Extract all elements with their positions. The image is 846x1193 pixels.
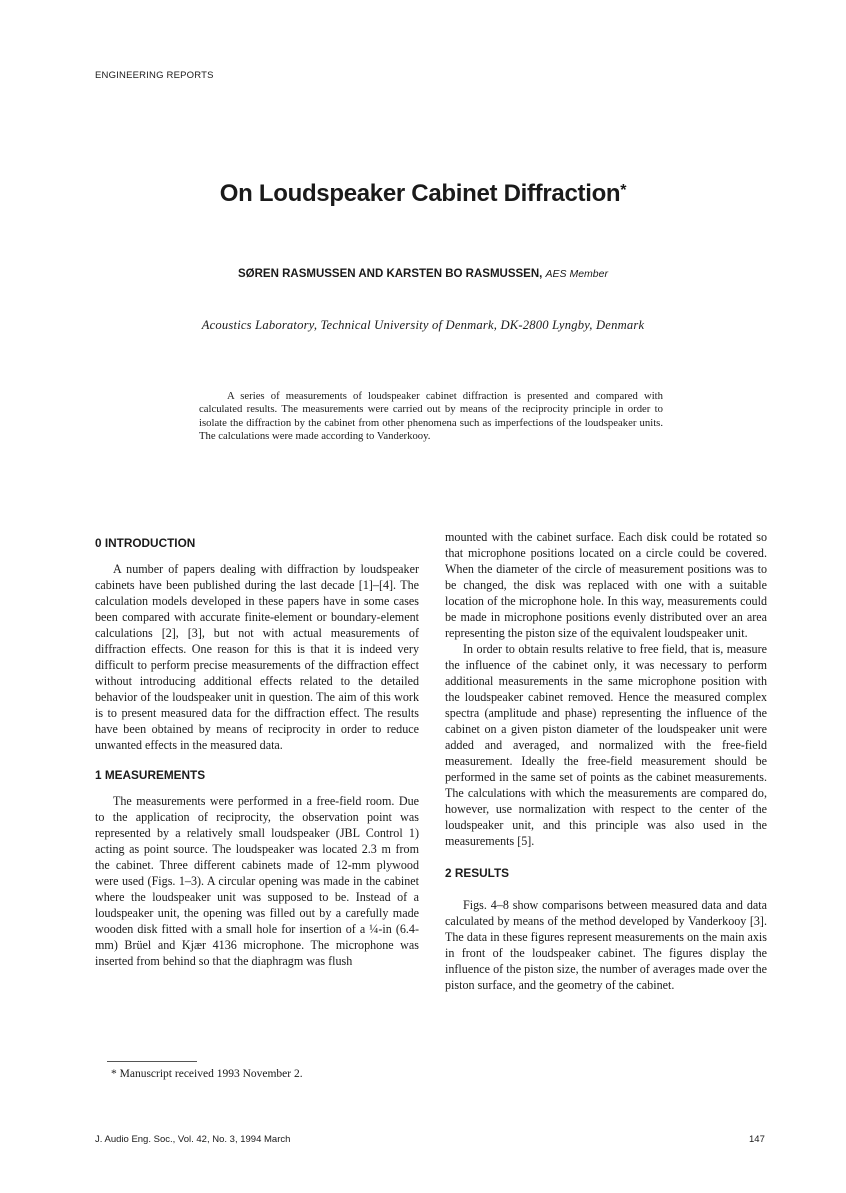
section-heading-measurements: 1 MEASUREMENTS [95, 768, 206, 782]
left-column [95, 535, 419, 969]
measurements-paragraph: The measurements were performed in a free-field room. Due to the application of reciprocity, the observation point was represented by a relatively small loudspeaker (JBL Control 1) acting as point source. The loudspeaker was located 2.3 m from the cabinet. Three different cabinets made of 12-mm plywood were used (Figs. 1–3). A circular opening was made in the cabinet where the loudspeaker unit was supposed to be. Instead of a loudspeaker unit, the opening was filled out by a carefully made wooden disk fitted with a small hole for insertion of a ¼-in (6.4-mm) Brüel and Kjær 4136 microphone. The microphone was inserted from behind so that the diaphragm was flush [95, 794, 419, 968]
results-paragraph: Figs. 4–8 show comparisons between measured data and data calculated by means of the method developed by Vanderkooy [3]. The data in these figures represent measurements on the main axis in front of the loudspeaker cabinet. The figures display the influence of the piston size, the number of averages made over the piston surface, and the geometry of the cabinet. [445, 898, 767, 992]
author-membership: AES Member [545, 268, 608, 280]
paper-title-text: On Loudspeaker Cabinet Diffraction [219, 180, 621, 207]
affiliation: Acoustics Laboratory, Technical University of Denmark, DK-2800 Lyngby, Denmark [201, 318, 645, 332]
author-line [0, 268, 846, 280]
footnote: * Manuscript received 1993 November 2. [111, 1068, 303, 1080]
paper-title [0, 180, 846, 208]
page-number: 147 [749, 1134, 765, 1145]
right-column [445, 529, 767, 993]
title-footnote-mark: * [620, 182, 627, 199]
measurements-paragraph-2: In order to obtain results relative to free field, that is, measure the influence of the cabinet only, it was necessary to perform additional measurements in the same microphone position with the loudspeaker cabinet removed. Hence the measured complex spectra (amplitude and phase) representing the influence of the cabinet on a given piston diameter of the loudspeaker unit were added and averaged, and normalized with the free-field measurement. Ideally the free-field measurement should be performed in the same set of points as the cabinet measurements. The calculations with which the measurements are compared do, however, use normalization with respect to the center of the loudspeaker unit, and this principle was also used in the measurements [5]. [445, 642, 767, 848]
footnote-rule [107, 1061, 197, 1062]
abstract: A series of measurements of loudspeaker cabinet diffraction is presented and compared with calculated results. The measurements were carried out by means of the reciprocity principle in order to isolate the diffraction by the cabinet from other phenomena such as imperfections of the loudspeaker units. The calculations were made according to Vanderkooy. [199, 390, 663, 443]
author-names: SØREN RASMUSSEN AND KARSTEN BO RASMUSSEN, [238, 268, 546, 280]
running-head: ENGINEERING REPORTS [95, 70, 214, 81]
intro-paragraph: A number of papers dealing with diffraction by loudspeaker cabinets have been published during the last decade [1]–[4]. The calculation models developed in these papers have in some cases been compared with accurate finite-element or boundary-element calculations [2], [3], but not with actual measurements of diffraction effects. One reason for this is that it is indeed very difficult to perform precise measurements of the diffraction effect without introducing additional effects related to the detailed behavior of the loudspeaker unit in question. The aim of this work is to present measured data for the diffraction effect. The results have been obtained by means of reciprocity in order to reduce unwanted effects in the measured data. [95, 562, 419, 752]
measurements-continuation: mounted with the cabinet surface. Each disk could be rotated so that microphone positions located on a circle could be covered. When the diameter of the circle of measurement positions was to be changed, the disk was replaced with one with a suitable location of the microphone hole. In this way, measurements could be made in microphone positions evenly distributed over an area representing the piston size of the equivalent loudspeaker unit. [445, 530, 767, 640]
journal-citation: J. Audio Eng. Soc., Vol. 42, No. 3, 1994 March [95, 1134, 291, 1145]
section-heading-results: 2 RESULTS [445, 866, 510, 880]
section-heading-introduction: 0 INTRODUCTION [95, 536, 196, 550]
